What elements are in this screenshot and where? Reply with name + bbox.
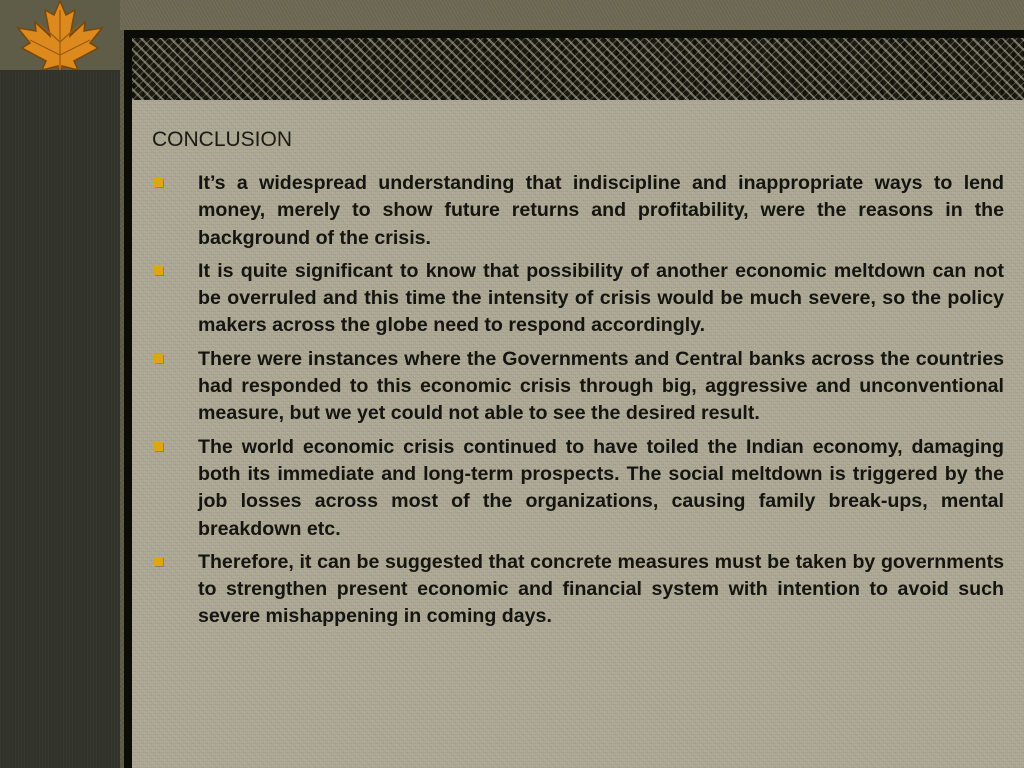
bullet-text: The world economic crisis continued to have toiled the Indian economy, damaging both its immediate and long-term prospects. The social meltdown is triggered by the job losses across most of the organizations, causing family break-ups, mental breakdown etc. [198, 435, 1004, 540]
bullet-square-icon [154, 442, 163, 451]
bullet-square-icon [154, 266, 163, 275]
bullet-text: It is quite significant to know that possibility of another economic meltdown can not be overruled and this time the intensity of crisis would be much severe, so the policy makers across the globe need to respond accordingly. [198, 259, 1004, 337]
bullet-square-icon [154, 178, 163, 187]
header-texture-band [132, 38, 1024, 100]
bullet-square-icon [154, 557, 163, 566]
bullet-item [152, 434, 1004, 543]
bullet-item [152, 170, 1004, 252]
bullet-square-icon [154, 354, 163, 363]
top-texture-band [0, 0, 1024, 30]
bullet-text: It’s a widespread understanding that indiscipline and inappropriate ways to lend money, merely to show future returns and profitability, were the reasons in the background of the crisis. [198, 172, 1004, 249]
bullet-list [152, 170, 1004, 637]
left-sidebar-bar [0, 70, 120, 768]
slide-title: CONCLUSION [152, 128, 293, 151]
slide-panel [124, 30, 1024, 768]
slide-content-area [132, 38, 1024, 768]
bullet-text: There were instances where the Governments and Central banks across the countries had responded to this economic crisis through big, aggressive and unconventional measure, but we yet could not able to see the desired result. [198, 347, 1004, 425]
bullet-item [152, 346, 1004, 428]
bullet-item [152, 549, 1004, 631]
logo-area [0, 0, 120, 70]
bullet-item [152, 258, 1004, 340]
bullet-text: Therefore, it can be suggested that concrete measures must be taken by governments to strengthen present economic and financial system with intention to avoid such severe mishappening in coming days. [198, 550, 1004, 628]
